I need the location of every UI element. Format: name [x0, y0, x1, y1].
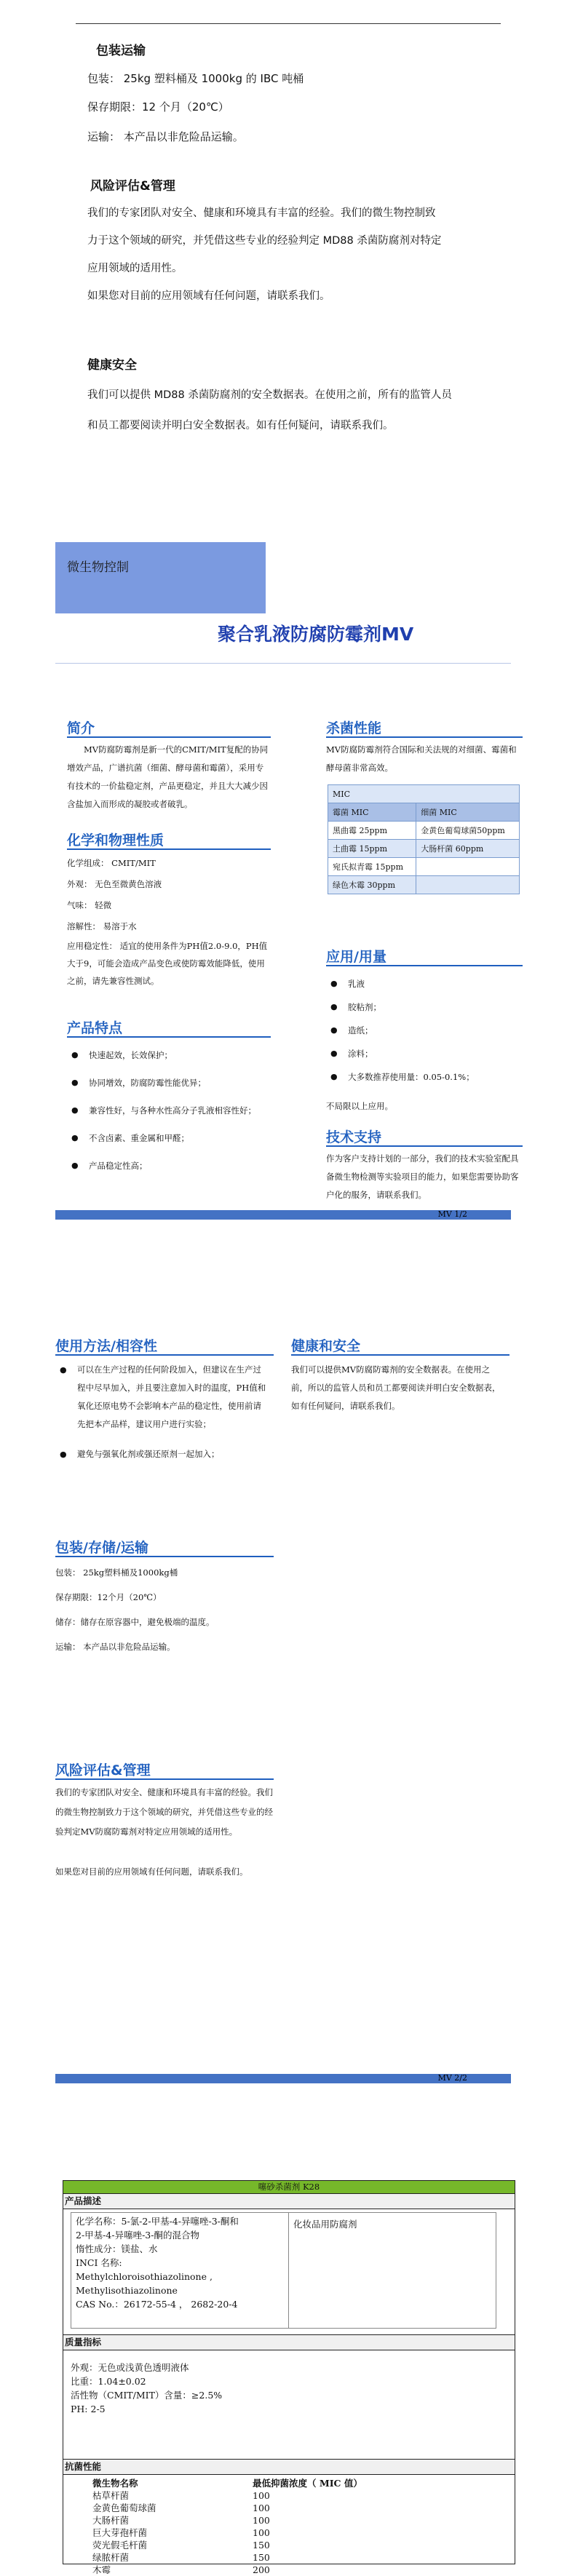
method-item: ● 避免与强氧化剂或强还原剂一起加入； [55, 1445, 266, 1463]
product-title: 聚合乳液防腐防霉剂MV [218, 624, 414, 645]
microbe-mic: 150 [253, 2540, 270, 2551]
footer-bar [55, 1210, 511, 1220]
quality-line: 活性物（CMIT/MIT）含量：≥2.5% [71, 2390, 223, 2401]
pack-title: 包装/存储/运输 [55, 1540, 148, 1556]
antibac-header: 抗菌性能 [63, 2460, 515, 2475]
intro-text: MV防腐防霉剂是新一代的CMIT/MIT复配的协同增效产品，广谱抗菌（细菌、酵母菌和霉菌），采用专有技术的一价盐稳定剂，产品更稳定，并且大大减少因含盐加入而形成的凝胶或者破乳。 [67, 744, 269, 809]
antibac-title: 杀菌性能 [326, 720, 382, 736]
chem-item: 外观： 无色至微黄色溶液 [67, 879, 162, 889]
chem-list [67, 853, 269, 990]
microbe-name: 木霉 [92, 2564, 111, 2575]
pack-rule [55, 1556, 274, 1557]
microbe-mic: 200 [253, 2564, 270, 2575]
feature-item: ● 兼容性好，与各种水性高分子乳液相容性好； [67, 1100, 256, 1121]
mic-cell: 绿色木霉 30ppm [328, 876, 416, 894]
microbe-table [63, 2475, 515, 2576]
mic-cell: 宛氏拟青霉 15ppm [328, 858, 416, 876]
feature-item: ● 协同增效，防腐防霉性能优异； [67, 1073, 256, 1093]
risk-line: 我们的专家团队对安全、健康和环境具有丰富的经验。我们的微生物控制致 [87, 207, 436, 219]
microbe-mic: 150 [253, 2552, 270, 2563]
health-text [87, 380, 524, 441]
microbe-name: 荧光假毛杆菌 [92, 2540, 148, 2551]
health-safety-text: 我们可以提供MV防腐防霉剂的安全数据表。在使用之前，所以的监管人员和员工都要阅读并明白安全数据表，如有任何疑问，请联系我们。 [291, 1364, 501, 1411]
desc-right-text: 化妆品用防腐剂 [293, 2219, 357, 2230]
usage-item: ● 造纸； [326, 1019, 521, 1042]
chem-rule [67, 848, 271, 850]
chem-item: 应用稳定性： 适宜的使用条件为PH值2.0-9.0，PH值大于9，可能会造成产品变色或使防霉效能降低，使用之前，请先兼容性测试。 [67, 941, 268, 986]
mic-cell: 细菌 MIC [416, 803, 520, 822]
k28-title: 噻砂杀菌剂 K28 [63, 2181, 515, 2194]
mic-cell [416, 876, 520, 894]
risk2-note: 如果您对目前的应用领域有任何问题，请联系我们。 [55, 1867, 248, 1877]
usage-item: ● 大多数推荐使用量：0.05-0.1%； [326, 1065, 521, 1089]
method-title: 使用方法/相容性 [55, 1338, 157, 1354]
desc-line: 2-甲基-4-异噻唑-3-酮的混合物 [76, 2230, 199, 2241]
microbe-row [92, 2502, 515, 2514]
risk-line: 应用领域的适用性。 [87, 263, 183, 274]
mic-cell: 土曲霉 15ppm [328, 840, 416, 858]
chem-item: 气味： 轻微 [67, 900, 112, 910]
risk2-title: 风险评估&管理 [55, 1762, 151, 1778]
quality-line: 外观：无色或浅黄色透明液体 [71, 2362, 189, 2373]
top-rule [76, 23, 501, 24]
desc-line: Methylisothiazolinone [76, 2285, 178, 2296]
health-safety-title: 健康和安全 [291, 1338, 361, 1354]
microbe-row [92, 2489, 515, 2502]
microbe-mic: 100 [253, 2490, 270, 2501]
microbe-head [92, 2477, 515, 2489]
microbe-col-name: 微生物名称 [92, 2478, 138, 2489]
footer-page: MV 2/2 [437, 2073, 467, 2083]
method-item: ● 可以在生产过程的任何阶段加入，但建议在生产过程中尽早加入，并且要注意加入时的温度，PH值和氧化还原电势不会影响本产品的稳定性，使用前请先把本产品样，建议用户进行实验； [55, 1361, 266, 1434]
packaging-transport: 运输： 本产品以非危险品运输。 [87, 130, 244, 143]
chem-item: 溶解性： 易溶于水 [67, 921, 137, 931]
risk2-rule [55, 1778, 274, 1780]
microbe-row [92, 2527, 515, 2539]
microbe-mic: 100 [253, 2527, 270, 2538]
usage-note: 不局限以上应用。 [326, 1101, 393, 1111]
microbe-row [92, 2514, 515, 2527]
banner-label: 微生物控制 [67, 560, 129, 575]
health-line: 和员工都要阅读并明白安全数据表。如有任何疑问，请联系我们。 [87, 420, 394, 432]
pack-item: 包装： 25kg塑料桶及1000kg桶 [55, 1567, 178, 1578]
feature-item: ● 产品稳定性高； [67, 1156, 256, 1176]
usage-list [326, 972, 521, 1089]
microbe-row [92, 2539, 515, 2551]
microbe-name: 大肠杆菌 [92, 2515, 130, 2526]
usage-item: ● 胶粘剂； [326, 995, 521, 1019]
pack-item: 储存：储存在原容器中，避免极端的温度。 [55, 1617, 215, 1627]
k28-table [63, 2180, 515, 2575]
risk-line: 如果您对目前的应用领域有任何问题，请联系我们。 [87, 290, 330, 302]
desc-right [289, 2212, 496, 2329]
desc-row [63, 2209, 515, 2335]
microbe-mic: 100 [253, 2515, 270, 2526]
usage-item: ● 乳液 [326, 972, 521, 995]
support-rule [326, 1145, 523, 1147]
quality-header: 质量指标 [63, 2335, 515, 2350]
usage-item: ● 涂料； [326, 1042, 521, 1065]
desc-line: 惰性成分：镁盐、水 [76, 2243, 158, 2254]
microbe-name: 巨大芽孢杆菌 [92, 2527, 148, 2538]
mic-cell: 霉菌 MIC [328, 803, 416, 822]
desc-line: Methylchloroisothiazolinone , [76, 2271, 213, 2282]
desc-line: CAS No.：26172-55-4 ， 2682-20-4 [76, 2299, 238, 2310]
mic-table-header: MIC [328, 785, 520, 803]
mic-cell: 黑曲霉 25ppm [328, 822, 416, 840]
health-title: 健康安全 [87, 358, 137, 373]
feature-item: ● 不含卤素、重金属和甲醛； [67, 1128, 256, 1148]
usage-title: 应用/用量 [326, 949, 386, 965]
microbe-mic: 100 [253, 2503, 270, 2513]
health-line: 我们可以提供 MD88 杀菌防腐剂的安全数据表。在使用之前，所有的监管人员 [87, 389, 452, 401]
quality-line: PH: 2-5 [71, 2404, 106, 2414]
risk-line: 力于这个领域的研究，并凭借这些专业的经验判定 MD88 杀菌防腐剂对特定 [87, 235, 442, 247]
quality-line: 比重：1.04±0.02 [71, 2376, 146, 2387]
features-title: 产品特点 [67, 1020, 123, 1036]
footer-bar [55, 2074, 511, 2083]
method-list [55, 1361, 266, 1463]
packaging-pack: 包装： 25kg 塑料桶及 1000kg 的 IBC 吨桶 [87, 72, 304, 85]
quality-row [63, 2350, 515, 2460]
support-text: 作为客户支持计划的一部分，我们的技术实验室配具备微生物检测等实验项目的能力，如果您需要协助客户化的服务，请联系我们。 [326, 1153, 519, 1200]
pack-list [55, 1560, 274, 1659]
packaging-title: 包装运输 [96, 44, 146, 58]
microbe-name: 枯草杆菌 [92, 2490, 130, 2501]
desc-line: 化学名称：5-氯-2-甲基-4-异噻唑-3-酮和 [76, 2216, 239, 2227]
footer-page: MV 1/2 [437, 1209, 467, 1219]
mic-cell: 大肠杆菌 60ppm [416, 840, 520, 858]
chem-item: 化学组成： CMIT/MIT [67, 858, 156, 868]
header-rule [55, 663, 511, 664]
header-banner [55, 542, 266, 613]
pack-item: 保存期限：12个月（20℃） [55, 1592, 162, 1602]
antibac-rule [326, 736, 523, 738]
mic-cell: 金黄色葡萄球菌50ppm [416, 822, 520, 840]
desc-left [71, 2212, 289, 2329]
desc-header: 产品描述 [63, 2194, 515, 2209]
risk-title: 风险评估&管理 [90, 179, 175, 194]
pack-item: 运输： 本产品以非危险品运输。 [55, 1642, 175, 1652]
packaging-shelf: 保存期限：12 个月（20℃） [87, 100, 229, 114]
microbe-name: 金黄色葡萄球菌 [92, 2503, 156, 2513]
features-list [67, 1045, 256, 1176]
antibac-text: MV防腐防霉剂符合国际和关法规的对细菌、霉菌和酵母菌非常高效。 [326, 744, 517, 773]
microbe-col-mic: 最低抑菌浓度（ MIC 值） [253, 2478, 362, 2489]
desc-line: INCI 名称: [76, 2257, 122, 2268]
support-title: 技术支持 [326, 1129, 382, 1145]
method-rule [55, 1354, 274, 1356]
chem-title: 化学和物理性质 [67, 832, 164, 848]
usage-rule [326, 965, 523, 966]
mic-cell [416, 858, 520, 876]
microbe-row [92, 2564, 515, 2576]
intro-rule [67, 736, 271, 738]
mic-table [328, 784, 520, 894]
risk2-text: 我们的专家团队对安全、健康和环境具有丰富的经验。我们的微生物控制致力于这个领域的研究，并凭借这些专业的经验判定MV防腐防霉剂对特定应用领域的适用性。 [55, 1787, 273, 1837]
feature-item: ● 快速起效，长效保护； [67, 1045, 256, 1065]
features-rule [67, 1036, 271, 1038]
microbe-row [92, 2551, 515, 2564]
microbe-name: 绿脓杆菌 [92, 2552, 130, 2563]
intro-title: 简介 [67, 720, 95, 736]
risk-text [87, 199, 524, 310]
health-safety-rule [291, 1354, 509, 1356]
